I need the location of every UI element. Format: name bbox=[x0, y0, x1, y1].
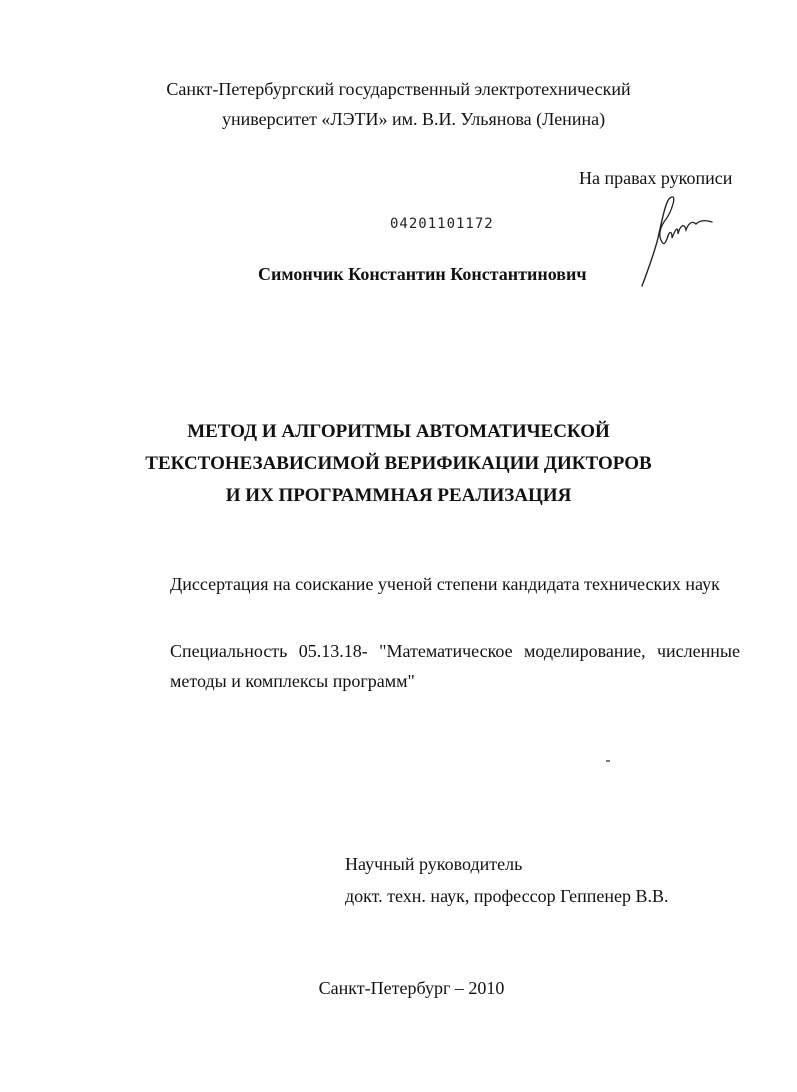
university-name-line2: университет «ЛЭТИ» им. В.И. Ульянова (Ленина) bbox=[221, 109, 606, 129]
signature-image bbox=[636, 190, 716, 290]
supervisor-name: докт. техн. наук, профессор Геппенер В.В. bbox=[345, 886, 669, 906]
document-code: 04201101172 bbox=[390, 216, 494, 232]
dissertation-title-line3: И ИХ ПРОГРАММНАЯ РЕАЛИЗАЦИЯ bbox=[225, 485, 572, 506]
dissertation-title-line2: ТЕКСТОНЕЗАВИСИМОЙ ВЕРИФИКАЦИИ ДИКТОРОВ bbox=[145, 453, 652, 474]
degree-statement: Диссертация на соискание ученой степени кандидата технических наук bbox=[170, 574, 720, 594]
dissertation-title-line1: МЕТОД И АЛГОРИТМЫ АВТОМАТИЧЕСКОЙ bbox=[187, 421, 610, 442]
university-name-line1: Санкт-Петербургский государственный электротехнический bbox=[166, 79, 631, 99]
author-name: Симончик Константин Константинович bbox=[258, 264, 587, 284]
city-year: Санкт-Петербург – 2010 bbox=[318, 978, 505, 998]
specialty-line1: Специальность 05.13.18- "Математическое моделирование, численные bbox=[170, 641, 740, 661]
specialty-block bbox=[170, 636, 740, 696]
scan-artifact bbox=[606, 760, 610, 762]
manuscript-rights-note: На правах рукописи bbox=[579, 168, 733, 188]
supervisor-label: Научный руководитель bbox=[345, 854, 523, 874]
specialty-line2: методы и комплексы программ" bbox=[170, 671, 415, 691]
